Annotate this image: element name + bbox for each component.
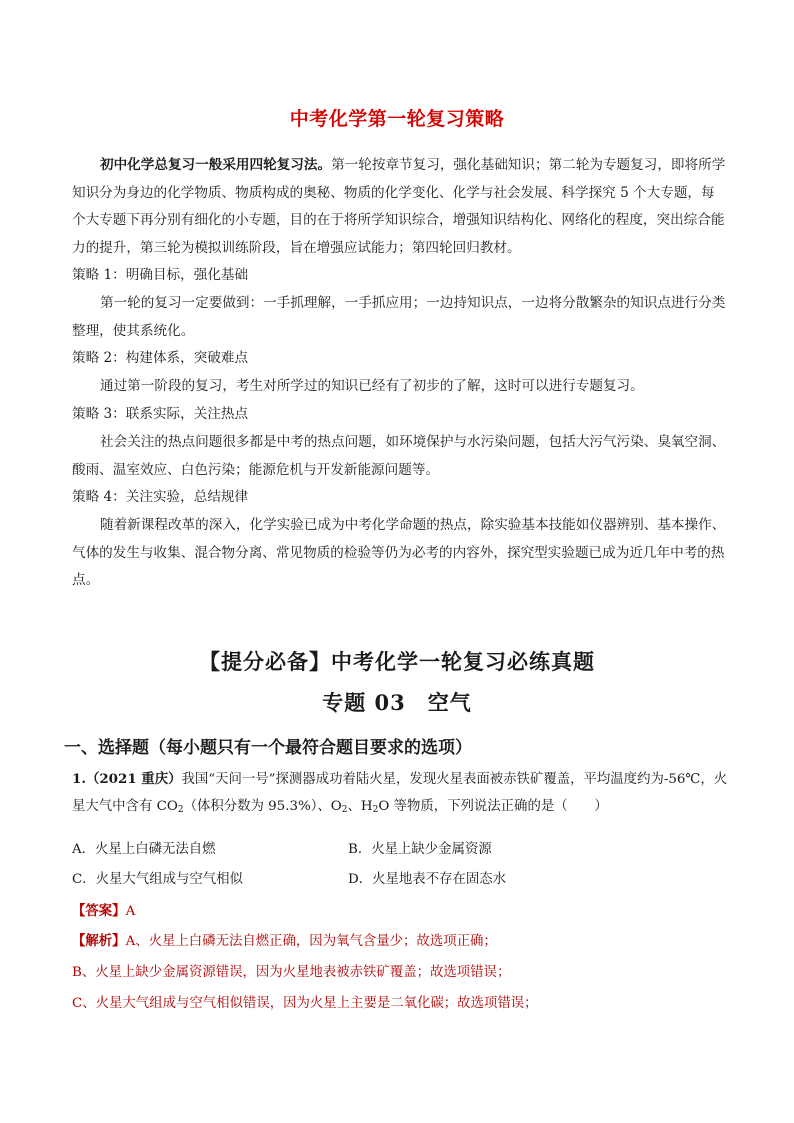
option-a: A．火星上白磷无法自燃: [72, 842, 216, 857]
strategy-title: 中考化学第一轮复习策略: [289, 108, 505, 130]
question-text: 我国“天问一号”探测器成功着陆火星，发现火星表面被赤铁矿覆盖，平均温度约为-56℃，火星大气中含有 CO: [72, 772, 728, 814]
question-text: 、H: [347, 799, 373, 814]
analysis-line-1: [72, 930, 732, 949]
question-1: [72, 766, 732, 824]
option-c: C．火星大气组成与空气相似: [72, 872, 243, 887]
strategy-3-body: 社会关注的热点问题很多都是中考的热点问题，如环境保护与水污染问题，包括大污气污染、臭氧空洞、酸雨、温室效应、白色污染；能源危机与开发新能源问题等。: [72, 434, 726, 478]
question-text: O 等物质，下列说法正确的是（ ）: [378, 799, 608, 814]
exam-subtitle: 专题 03 空气: [322, 690, 472, 715]
intro-bold: 初中化学总复习一般采用四轮复习法。: [100, 157, 332, 173]
answer-line: [72, 900, 732, 919]
exam-title: 【提分必备】中考化学一轮复习必练真题: [199, 649, 595, 674]
analysis-text: A、火星上白磷无法自燃正确，因为氧气含量少；故选项正确；: [125, 934, 497, 949]
analysis-line-3: C、火星大气组成与空气相似错误，因为火星上主要是二氧化碳；故选项错误；: [72, 996, 538, 1011]
strategy-4-body: 随着新课程改革的深入，化学实验已成为中考化学命题的热点，除实验基本技能如仪器辨别、基本操作、气体的发生与收集、混合物分离、常见物质的检验等仍为必考的内容外，探究型实验题已成为近几年中考的热点。: [72, 517, 726, 588]
strategy-1-heading: 策略 1：明确目标，强化基础: [72, 267, 249, 283]
option-d: D．火星地表不存在固态水: [348, 872, 507, 887]
strategy-4-heading: 策略 4：关注实验，总结规律: [72, 489, 249, 505]
subscript: 2: [177, 805, 184, 815]
analysis-line-2: B、火星上缺少金属资源错误，因为火星地表被赤铁矿覆盖；故选项错误；: [72, 965, 511, 980]
strategy-2-heading: 策略 2：构建体系，突破难点: [72, 350, 249, 366]
subscript: 2: [372, 805, 379, 815]
strategy-3-heading: 策略 3：联系实际，关注热点: [72, 406, 249, 422]
section-heading: 一、选择题（每小题只有一个最符合题目要求的选项）: [64, 738, 472, 758]
strategy-2-body: 通过第一阶段的复习，考生对所学过的知识已经有了初步的了解，这时可以进行专题复习。: [100, 378, 644, 394]
question-number: 1.（2021 重庆）: [72, 771, 182, 787]
intro-text: 第一轮按章节复习，强化基础知识；第二轮为专题复习，即将所学知识分为身边的化学物质、物质构成的奥秘、物质的化学变化、化学与社会发展、科学探究 5 个大专题，每个大专题下再分别有细化的小专题，目的在于将所学知识综合，增强知识结构化、网络化的程度，突出综合能力的提升，第三轮为模拟训练阶段，旨在增强应试能力；第四轮回归教材。: [72, 157, 726, 256]
subscript: 2: [341, 805, 348, 815]
analysis-label: 【解析】: [72, 933, 126, 949]
strategy-1-body: 第一轮的复习一定要做到：一手抓理解，一手抓应用；一边持知识点，一边将分散繁杂的知识点进行分类整理，使其系统化。: [72, 295, 726, 339]
answer-label: 【答案】: [72, 903, 126, 919]
option-b: B．火星上缺少金属资源: [348, 842, 492, 857]
question-text: （体积分数为 95.3%）、O: [183, 799, 342, 814]
answer-value: A: [125, 904, 136, 919]
intro-paragraph: [72, 152, 728, 262]
